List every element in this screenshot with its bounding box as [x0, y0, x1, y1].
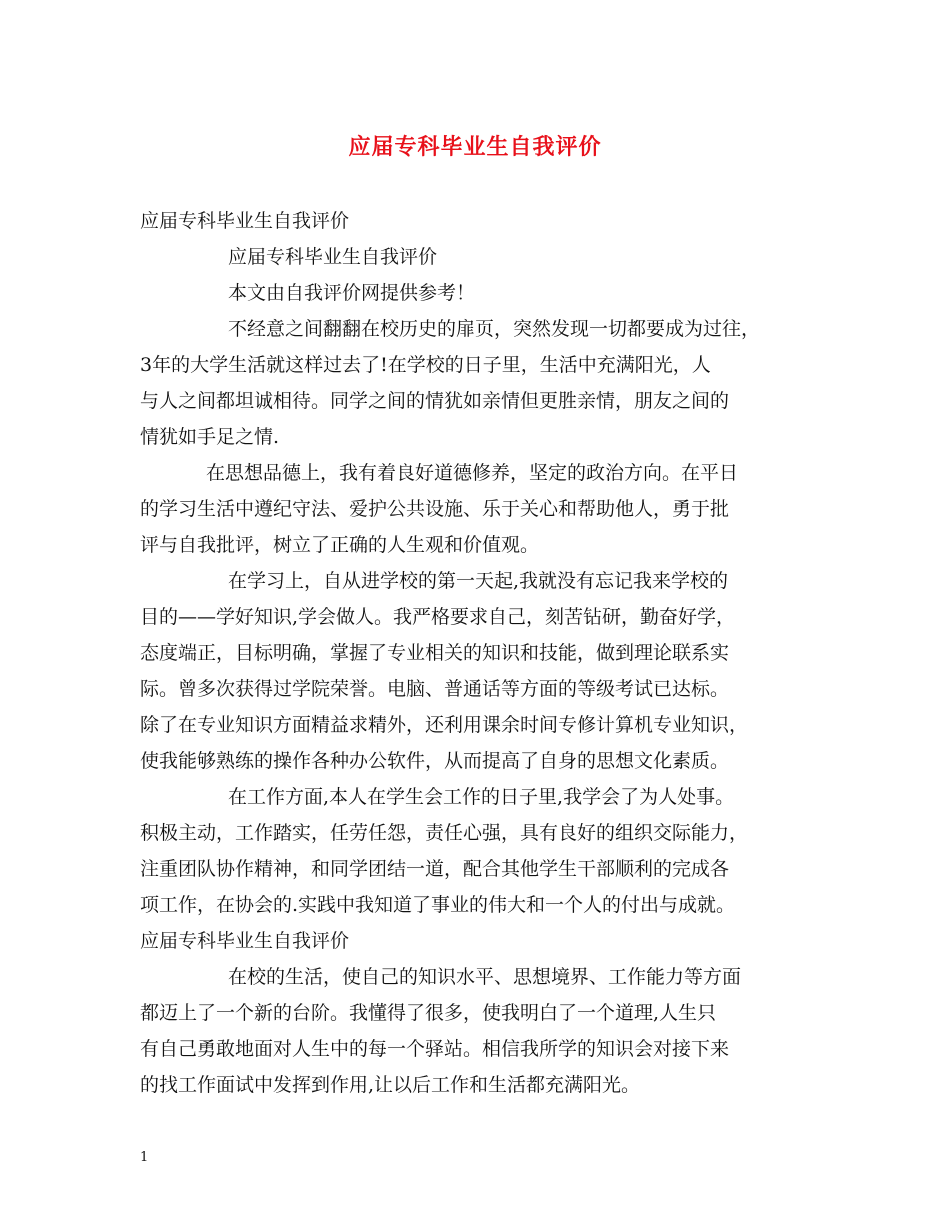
document-body	[140, 203, 840, 1103]
body-line: 评与自我批评，树立了正确的人生观和价值观。	[140, 534, 540, 556]
body-line: 的找工作面试中发挥到作用,让以后工作和生活都充满阳光。	[140, 1074, 641, 1096]
body-line: 与人之间都坦诚相待。同学之间的情犹如亲情但更胜亲情，朋友之间的	[140, 390, 730, 412]
body-line: 在工作方面,本人在学生会工作的日子里,我学会了为人处事。	[228, 786, 735, 808]
body-line: 使我能够熟练的操作各种办公软件，从而提高了自身的思想文化素质。	[140, 750, 730, 772]
body-line: 本文由自我评价网提供参考！	[228, 282, 476, 304]
body-line: 在校的生活，使自己的知识水平、思想境界、工作能力等方面	[228, 966, 742, 988]
body-line: 情犹如手足之情.	[140, 426, 280, 448]
body-line: 目的——学好知识,学会做人。我严格要求自己，刻苦钻研，勤奋好学，	[140, 606, 736, 628]
body-line: 积极主动，工作踏实，任劳任怨，责任心强，具有良好的组织交际能力，	[140, 822, 749, 844]
body-line: 注重团队协作精神，和同学团结一道，配合其他学生干部顺利的完成各	[140, 858, 730, 880]
body-line: 项工作，在协会的.实践中我知道了事业的伟大和一个人的付出与成就。	[140, 894, 736, 916]
page-number: 1	[140, 1150, 149, 1165]
body-line: 有自己勇敢地面对人生中的每一个驿站。相信我所学的知识会对接下来	[140, 1038, 730, 1060]
body-line: 应届专科毕业生自我评价	[140, 930, 350, 952]
body-line: 在学习上，自从进学校的第一天起,我就没有忘记我来学校的	[228, 570, 729, 592]
body-line: 3年的大学生活就这样过去了!在学校的日子里，生活中充满阳光，人	[140, 354, 711, 376]
body-line: 在思想品德上，我有着良好道德修养，坚定的政治方向。在平日	[206, 462, 739, 484]
body-line: 不经意之间翻翻在校历史的扉页，突然发现一切都要成为过往，	[228, 318, 761, 340]
body-line: 态度端正，目标明确，掌握了专业相关的知识和技能，做到理论联系实	[140, 642, 730, 664]
body-line: 除了在专业知识方面精益求精外，还利用课余时间专修计算机专业知识，	[140, 714, 749, 736]
body-line: 的学习生活中遵纪守法、爱护公共设施、乐于关心和帮助他人，勇于批	[140, 498, 730, 520]
body-line: 际。曾多次获得过学院荣誉。电脑、普通话等方面的等级考试已达标。	[140, 678, 730, 700]
body-line: 应届专科毕业生自我评价	[140, 210, 350, 232]
body-line: 都迈上了一个新的台阶。我懂得了很多，使我明白了一个道理,人生只	[140, 1002, 717, 1024]
document-title: 应届专科毕业生自我评价	[348, 134, 602, 160]
body-line: 应届专科毕业生自我评价	[228, 246, 438, 268]
